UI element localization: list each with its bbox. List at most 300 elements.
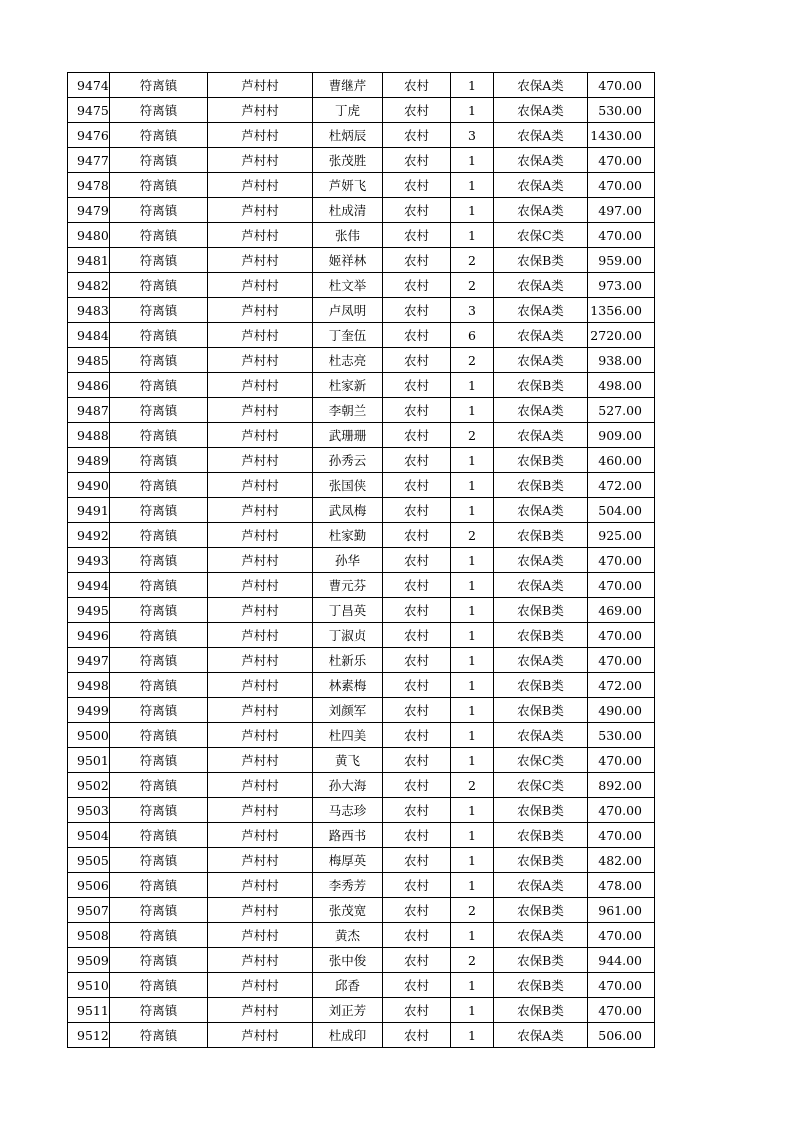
table-row bbox=[68, 498, 655, 523]
person-name-cell: 杜新乐 bbox=[313, 648, 383, 673]
record-id-cell: 9475 bbox=[68, 98, 110, 123]
town-cell: 符离镇 bbox=[110, 973, 208, 998]
amount-cell: 961.00 bbox=[588, 898, 655, 923]
member-count-cell: 1 bbox=[451, 798, 494, 823]
record-id-cell: 9478 bbox=[68, 173, 110, 198]
member-count-cell: 1 bbox=[451, 823, 494, 848]
town-cell: 符离镇 bbox=[110, 198, 208, 223]
town-cell: 符离镇 bbox=[110, 748, 208, 773]
record-id-cell: 9512 bbox=[68, 1023, 110, 1048]
household-type-cell: 农村 bbox=[383, 848, 451, 873]
town-cell: 符离镇 bbox=[110, 173, 208, 198]
record-id-cell: 9506 bbox=[68, 873, 110, 898]
town-cell: 符离镇 bbox=[110, 523, 208, 548]
table-row bbox=[68, 348, 655, 373]
table-row bbox=[68, 423, 655, 448]
insurance-category-cell: 农保A类 bbox=[494, 148, 588, 173]
person-name-cell: 杜成清 bbox=[313, 198, 383, 223]
household-type-cell: 农村 bbox=[383, 348, 451, 373]
record-id-cell: 9503 bbox=[68, 798, 110, 823]
table-row bbox=[68, 623, 655, 648]
village-cell: 芦村村 bbox=[208, 623, 313, 648]
household-type-cell: 农村 bbox=[383, 773, 451, 798]
town-cell: 符离镇 bbox=[110, 248, 208, 273]
town-cell: 符离镇 bbox=[110, 123, 208, 148]
amount-cell: 470.00 bbox=[588, 573, 655, 598]
town-cell: 符离镇 bbox=[110, 298, 208, 323]
household-type-cell: 农村 bbox=[383, 873, 451, 898]
person-name-cell: 梅厚英 bbox=[313, 848, 383, 873]
table-row bbox=[68, 448, 655, 473]
household-type-cell: 农村 bbox=[383, 223, 451, 248]
record-id-cell: 9510 bbox=[68, 973, 110, 998]
member-count-cell: 1 bbox=[451, 548, 494, 573]
table-row bbox=[68, 248, 655, 273]
table-row bbox=[68, 698, 655, 723]
village-cell: 芦村村 bbox=[208, 323, 313, 348]
amount-cell: 925.00 bbox=[588, 523, 655, 548]
household-type-cell: 农村 bbox=[383, 598, 451, 623]
table-row bbox=[68, 123, 655, 148]
member-count-cell: 1 bbox=[451, 998, 494, 1023]
member-count-cell: 1 bbox=[451, 398, 494, 423]
person-name-cell: 芦妍飞 bbox=[313, 173, 383, 198]
insurance-category-cell: 农保A类 bbox=[494, 98, 588, 123]
record-id-cell: 9485 bbox=[68, 348, 110, 373]
town-cell: 符离镇 bbox=[110, 923, 208, 948]
table-row bbox=[68, 523, 655, 548]
record-id-cell: 9481 bbox=[68, 248, 110, 273]
town-cell: 符离镇 bbox=[110, 398, 208, 423]
amount-cell: 470.00 bbox=[588, 823, 655, 848]
amount-cell: 490.00 bbox=[588, 698, 655, 723]
member-count-cell: 1 bbox=[451, 973, 494, 998]
table-row bbox=[68, 398, 655, 423]
table-row bbox=[68, 73, 655, 98]
insurance-category-cell: 农保A类 bbox=[494, 198, 588, 223]
insurance-category-cell: 农保B类 bbox=[494, 373, 588, 398]
amount-cell: 944.00 bbox=[588, 948, 655, 973]
table-row bbox=[68, 898, 655, 923]
insurance-category-cell: 农保A类 bbox=[494, 173, 588, 198]
table-row bbox=[68, 873, 655, 898]
amount-cell: 506.00 bbox=[588, 1023, 655, 1048]
town-cell: 符离镇 bbox=[110, 373, 208, 398]
village-cell: 芦村村 bbox=[208, 848, 313, 873]
person-name-cell: 姬祥林 bbox=[313, 248, 383, 273]
village-cell: 芦村村 bbox=[208, 523, 313, 548]
village-cell: 芦村村 bbox=[208, 123, 313, 148]
member-count-cell: 1 bbox=[451, 173, 494, 198]
village-cell: 芦村村 bbox=[208, 223, 313, 248]
insurance-category-cell: 农保B类 bbox=[494, 673, 588, 698]
amount-cell: 470.00 bbox=[588, 223, 655, 248]
town-cell: 符离镇 bbox=[110, 898, 208, 923]
amount-cell: 530.00 bbox=[588, 98, 655, 123]
village-cell: 芦村村 bbox=[208, 698, 313, 723]
person-name-cell: 丁虎 bbox=[313, 98, 383, 123]
record-id-cell: 9483 bbox=[68, 298, 110, 323]
table-row bbox=[68, 998, 655, 1023]
household-type-cell: 农村 bbox=[383, 648, 451, 673]
record-id-cell: 9474 bbox=[68, 73, 110, 98]
person-name-cell: 武珊珊 bbox=[313, 423, 383, 448]
record-id-cell: 9493 bbox=[68, 548, 110, 573]
household-type-cell: 农村 bbox=[383, 973, 451, 998]
record-id-cell: 9496 bbox=[68, 623, 110, 648]
member-count-cell: 1 bbox=[451, 148, 494, 173]
person-name-cell: 孙秀云 bbox=[313, 448, 383, 473]
village-cell: 芦村村 bbox=[208, 773, 313, 798]
insurance-category-cell: 农保B类 bbox=[494, 898, 588, 923]
amount-cell: 470.00 bbox=[588, 173, 655, 198]
household-type-cell: 农村 bbox=[383, 423, 451, 448]
record-id-cell: 9477 bbox=[68, 148, 110, 173]
household-type-cell: 农村 bbox=[383, 898, 451, 923]
town-cell: 符离镇 bbox=[110, 873, 208, 898]
village-cell: 芦村村 bbox=[208, 198, 313, 223]
amount-cell: 470.00 bbox=[588, 923, 655, 948]
household-type-cell: 农村 bbox=[383, 623, 451, 648]
table-row bbox=[68, 598, 655, 623]
town-cell: 符离镇 bbox=[110, 223, 208, 248]
household-type-cell: 农村 bbox=[383, 798, 451, 823]
person-name-cell: 孙华 bbox=[313, 548, 383, 573]
household-type-cell: 农村 bbox=[383, 448, 451, 473]
town-cell: 符离镇 bbox=[110, 98, 208, 123]
member-count-cell: 1 bbox=[451, 598, 494, 623]
household-type-cell: 农村 bbox=[383, 273, 451, 298]
amount-cell: 470.00 bbox=[588, 748, 655, 773]
person-name-cell: 杜炳辰 bbox=[313, 123, 383, 148]
town-cell: 符离镇 bbox=[110, 448, 208, 473]
member-count-cell: 1 bbox=[451, 923, 494, 948]
town-cell: 符离镇 bbox=[110, 348, 208, 373]
person-name-cell: 刘颜军 bbox=[313, 698, 383, 723]
table-row bbox=[68, 923, 655, 948]
record-id-cell: 9489 bbox=[68, 448, 110, 473]
amount-cell: 497.00 bbox=[588, 198, 655, 223]
person-name-cell: 张茂宽 bbox=[313, 898, 383, 923]
village-cell: 芦村村 bbox=[208, 798, 313, 823]
insurance-category-cell: 农保A类 bbox=[494, 323, 588, 348]
insurance-category-cell: 农保B类 bbox=[494, 998, 588, 1023]
village-cell: 芦村村 bbox=[208, 73, 313, 98]
insurance-category-cell: 农保A类 bbox=[494, 273, 588, 298]
person-name-cell: 李朝兰 bbox=[313, 398, 383, 423]
insurance-category-cell: 农保B类 bbox=[494, 448, 588, 473]
household-type-cell: 农村 bbox=[383, 198, 451, 223]
household-type-cell: 农村 bbox=[383, 723, 451, 748]
amount-cell: 1356.00 bbox=[588, 298, 655, 323]
record-id-cell: 9482 bbox=[68, 273, 110, 298]
amount-cell: 470.00 bbox=[588, 548, 655, 573]
record-id-cell: 9495 bbox=[68, 598, 110, 623]
amount-cell: 959.00 bbox=[588, 248, 655, 273]
household-type-cell: 农村 bbox=[383, 748, 451, 773]
person-name-cell: 邱香 bbox=[313, 973, 383, 998]
village-cell: 芦村村 bbox=[208, 148, 313, 173]
table-row bbox=[68, 748, 655, 773]
member-count-cell: 1 bbox=[451, 73, 494, 98]
table-row bbox=[68, 773, 655, 798]
person-name-cell: 孙大海 bbox=[313, 773, 383, 798]
person-name-cell: 丁昌英 bbox=[313, 598, 383, 623]
amount-cell: 460.00 bbox=[588, 448, 655, 473]
amount-cell: 498.00 bbox=[588, 373, 655, 398]
insurance-category-cell: 农保B类 bbox=[494, 473, 588, 498]
household-type-cell: 农村 bbox=[383, 248, 451, 273]
member-count-cell: 6 bbox=[451, 323, 494, 348]
record-id-cell: 9480 bbox=[68, 223, 110, 248]
town-cell: 符离镇 bbox=[110, 773, 208, 798]
amount-cell: 470.00 bbox=[588, 973, 655, 998]
amount-cell: 470.00 bbox=[588, 648, 655, 673]
insurance-category-cell: 农保A类 bbox=[494, 298, 588, 323]
town-cell: 符离镇 bbox=[110, 323, 208, 348]
table-row bbox=[68, 98, 655, 123]
member-count-cell: 1 bbox=[451, 623, 494, 648]
village-cell: 芦村村 bbox=[208, 598, 313, 623]
table-row bbox=[68, 473, 655, 498]
village-cell: 芦村村 bbox=[208, 898, 313, 923]
member-count-cell: 1 bbox=[451, 473, 494, 498]
household-type-cell: 农村 bbox=[383, 323, 451, 348]
record-id-cell: 9507 bbox=[68, 898, 110, 923]
village-cell: 芦村村 bbox=[208, 448, 313, 473]
village-cell: 芦村村 bbox=[208, 973, 313, 998]
person-name-cell: 马志珍 bbox=[313, 798, 383, 823]
member-count-cell: 2 bbox=[451, 948, 494, 973]
village-cell: 芦村村 bbox=[208, 98, 313, 123]
household-type-cell: 农村 bbox=[383, 473, 451, 498]
household-type-cell: 农村 bbox=[383, 998, 451, 1023]
table-row bbox=[68, 298, 655, 323]
member-count-cell: 1 bbox=[451, 748, 494, 773]
amount-cell: 892.00 bbox=[588, 773, 655, 798]
insurance-category-cell: 农保A类 bbox=[494, 398, 588, 423]
insurance-category-cell: 农保A类 bbox=[494, 648, 588, 673]
table-row bbox=[68, 798, 655, 823]
insurance-category-cell: 农保B类 bbox=[494, 698, 588, 723]
person-name-cell: 丁奎伍 bbox=[313, 323, 383, 348]
household-type-cell: 农村 bbox=[383, 823, 451, 848]
household-type-cell: 农村 bbox=[383, 173, 451, 198]
insurance-category-cell: 农保B类 bbox=[494, 823, 588, 848]
village-cell: 芦村村 bbox=[208, 498, 313, 523]
household-type-cell: 农村 bbox=[383, 1023, 451, 1048]
household-type-cell: 农村 bbox=[383, 948, 451, 973]
insurance-category-cell: 农保B类 bbox=[494, 973, 588, 998]
household-type-cell: 农村 bbox=[383, 298, 451, 323]
insurance-category-cell: 农保B类 bbox=[494, 798, 588, 823]
insurance-category-cell: 农保C类 bbox=[494, 223, 588, 248]
record-id-cell: 9490 bbox=[68, 473, 110, 498]
record-id-cell: 9508 bbox=[68, 923, 110, 948]
record-id-cell: 9500 bbox=[68, 723, 110, 748]
member-count-cell: 2 bbox=[451, 273, 494, 298]
table-row bbox=[68, 723, 655, 748]
table-row bbox=[68, 373, 655, 398]
member-count-cell: 1 bbox=[451, 848, 494, 873]
village-cell: 芦村村 bbox=[208, 923, 313, 948]
village-cell: 芦村村 bbox=[208, 723, 313, 748]
person-name-cell: 杜家新 bbox=[313, 373, 383, 398]
village-cell: 芦村村 bbox=[208, 423, 313, 448]
household-type-cell: 农村 bbox=[383, 73, 451, 98]
town-cell: 符离镇 bbox=[110, 423, 208, 448]
member-count-cell: 1 bbox=[451, 873, 494, 898]
town-cell: 符离镇 bbox=[110, 823, 208, 848]
village-cell: 芦村村 bbox=[208, 348, 313, 373]
household-type-cell: 农村 bbox=[383, 923, 451, 948]
person-name-cell: 林素梅 bbox=[313, 673, 383, 698]
village-cell: 芦村村 bbox=[208, 373, 313, 398]
town-cell: 符离镇 bbox=[110, 673, 208, 698]
village-cell: 芦村村 bbox=[208, 473, 313, 498]
household-type-cell: 农村 bbox=[383, 498, 451, 523]
member-count-cell: 1 bbox=[451, 198, 494, 223]
village-cell: 芦村村 bbox=[208, 673, 313, 698]
household-type-cell: 农村 bbox=[383, 123, 451, 148]
household-type-cell: 农村 bbox=[383, 98, 451, 123]
amount-cell: 470.00 bbox=[588, 73, 655, 98]
record-id-cell: 9502 bbox=[68, 773, 110, 798]
record-id-cell: 9511 bbox=[68, 998, 110, 1023]
village-cell: 芦村村 bbox=[208, 248, 313, 273]
table-row bbox=[68, 273, 655, 298]
amount-cell: 472.00 bbox=[588, 673, 655, 698]
record-id-cell: 9487 bbox=[68, 398, 110, 423]
member-count-cell: 2 bbox=[451, 773, 494, 798]
table-row bbox=[68, 823, 655, 848]
table-row bbox=[68, 948, 655, 973]
member-count-cell: 2 bbox=[451, 423, 494, 448]
person-name-cell: 黄飞 bbox=[313, 748, 383, 773]
member-count-cell: 3 bbox=[451, 123, 494, 148]
member-count-cell: 1 bbox=[451, 373, 494, 398]
insurance-category-cell: 农保A类 bbox=[494, 348, 588, 373]
table-row bbox=[68, 148, 655, 173]
amount-cell: 470.00 bbox=[588, 998, 655, 1023]
table-row bbox=[68, 548, 655, 573]
town-cell: 符离镇 bbox=[110, 73, 208, 98]
amount-cell: 478.00 bbox=[588, 873, 655, 898]
town-cell: 符离镇 bbox=[110, 648, 208, 673]
village-cell: 芦村村 bbox=[208, 1023, 313, 1048]
insurance-category-cell: 农保A类 bbox=[494, 1023, 588, 1048]
table-row bbox=[68, 573, 655, 598]
table-row bbox=[68, 223, 655, 248]
town-cell: 符离镇 bbox=[110, 148, 208, 173]
town-cell: 符离镇 bbox=[110, 548, 208, 573]
amount-cell: 482.00 bbox=[588, 848, 655, 873]
village-cell: 芦村村 bbox=[208, 548, 313, 573]
village-cell: 芦村村 bbox=[208, 873, 313, 898]
record-id-cell: 9497 bbox=[68, 648, 110, 673]
table-row bbox=[68, 173, 655, 198]
amount-cell: 472.00 bbox=[588, 473, 655, 498]
record-id-cell: 9476 bbox=[68, 123, 110, 148]
household-type-cell: 农村 bbox=[383, 548, 451, 573]
data-table bbox=[67, 72, 655, 1048]
amount-cell: 470.00 bbox=[588, 798, 655, 823]
member-count-cell: 1 bbox=[451, 673, 494, 698]
town-cell: 符离镇 bbox=[110, 623, 208, 648]
amount-cell: 470.00 bbox=[588, 148, 655, 173]
town-cell: 符离镇 bbox=[110, 723, 208, 748]
village-cell: 芦村村 bbox=[208, 398, 313, 423]
member-count-cell: 1 bbox=[451, 448, 494, 473]
record-id-cell: 9499 bbox=[68, 698, 110, 723]
person-name-cell: 卢凤明 bbox=[313, 298, 383, 323]
record-id-cell: 9498 bbox=[68, 673, 110, 698]
member-count-cell: 1 bbox=[451, 498, 494, 523]
household-type-cell: 农村 bbox=[383, 523, 451, 548]
member-count-cell: 1 bbox=[451, 648, 494, 673]
household-type-cell: 农村 bbox=[383, 373, 451, 398]
person-name-cell: 李秀芳 bbox=[313, 873, 383, 898]
person-name-cell: 杜文举 bbox=[313, 273, 383, 298]
town-cell: 符离镇 bbox=[110, 1023, 208, 1048]
insurance-category-cell: 农保B类 bbox=[494, 248, 588, 273]
village-cell: 芦村村 bbox=[208, 998, 313, 1023]
insurance-category-cell: 农保A类 bbox=[494, 423, 588, 448]
member-count-cell: 2 bbox=[451, 898, 494, 923]
insurance-category-cell: 农保B类 bbox=[494, 598, 588, 623]
table-row bbox=[68, 648, 655, 673]
table-row bbox=[68, 1023, 655, 1048]
village-cell: 芦村村 bbox=[208, 748, 313, 773]
town-cell: 符离镇 bbox=[110, 598, 208, 623]
insurance-category-cell: 农保B类 bbox=[494, 848, 588, 873]
village-cell: 芦村村 bbox=[208, 648, 313, 673]
record-id-cell: 9479 bbox=[68, 198, 110, 223]
member-count-cell: 3 bbox=[451, 298, 494, 323]
record-id-cell: 9486 bbox=[68, 373, 110, 398]
amount-cell: 1430.00 bbox=[588, 123, 655, 148]
town-cell: 符离镇 bbox=[110, 798, 208, 823]
household-type-cell: 农村 bbox=[383, 698, 451, 723]
village-cell: 芦村村 bbox=[208, 573, 313, 598]
amount-cell: 470.00 bbox=[588, 623, 655, 648]
amount-cell: 504.00 bbox=[588, 498, 655, 523]
member-count-cell: 1 bbox=[451, 223, 494, 248]
member-count-cell: 1 bbox=[451, 573, 494, 598]
amount-cell: 530.00 bbox=[588, 723, 655, 748]
table-body bbox=[68, 73, 655, 1048]
table-row bbox=[68, 673, 655, 698]
insurance-category-cell: 农保C类 bbox=[494, 773, 588, 798]
insurance-category-cell: 农保A类 bbox=[494, 573, 588, 598]
village-cell: 芦村村 bbox=[208, 298, 313, 323]
person-name-cell: 丁淑贞 bbox=[313, 623, 383, 648]
town-cell: 符离镇 bbox=[110, 473, 208, 498]
town-cell: 符离镇 bbox=[110, 948, 208, 973]
record-id-cell: 9504 bbox=[68, 823, 110, 848]
record-id-cell: 9488 bbox=[68, 423, 110, 448]
amount-cell: 973.00 bbox=[588, 273, 655, 298]
household-type-cell: 农村 bbox=[383, 573, 451, 598]
member-count-cell: 2 bbox=[451, 348, 494, 373]
person-name-cell: 张伟 bbox=[313, 223, 383, 248]
insurance-category-cell: 农保A类 bbox=[494, 498, 588, 523]
record-id-cell: 9505 bbox=[68, 848, 110, 873]
insurance-category-cell: 农保B类 bbox=[494, 623, 588, 648]
record-id-cell: 9509 bbox=[68, 948, 110, 973]
member-count-cell: 1 bbox=[451, 698, 494, 723]
person-name-cell: 张国侠 bbox=[313, 473, 383, 498]
